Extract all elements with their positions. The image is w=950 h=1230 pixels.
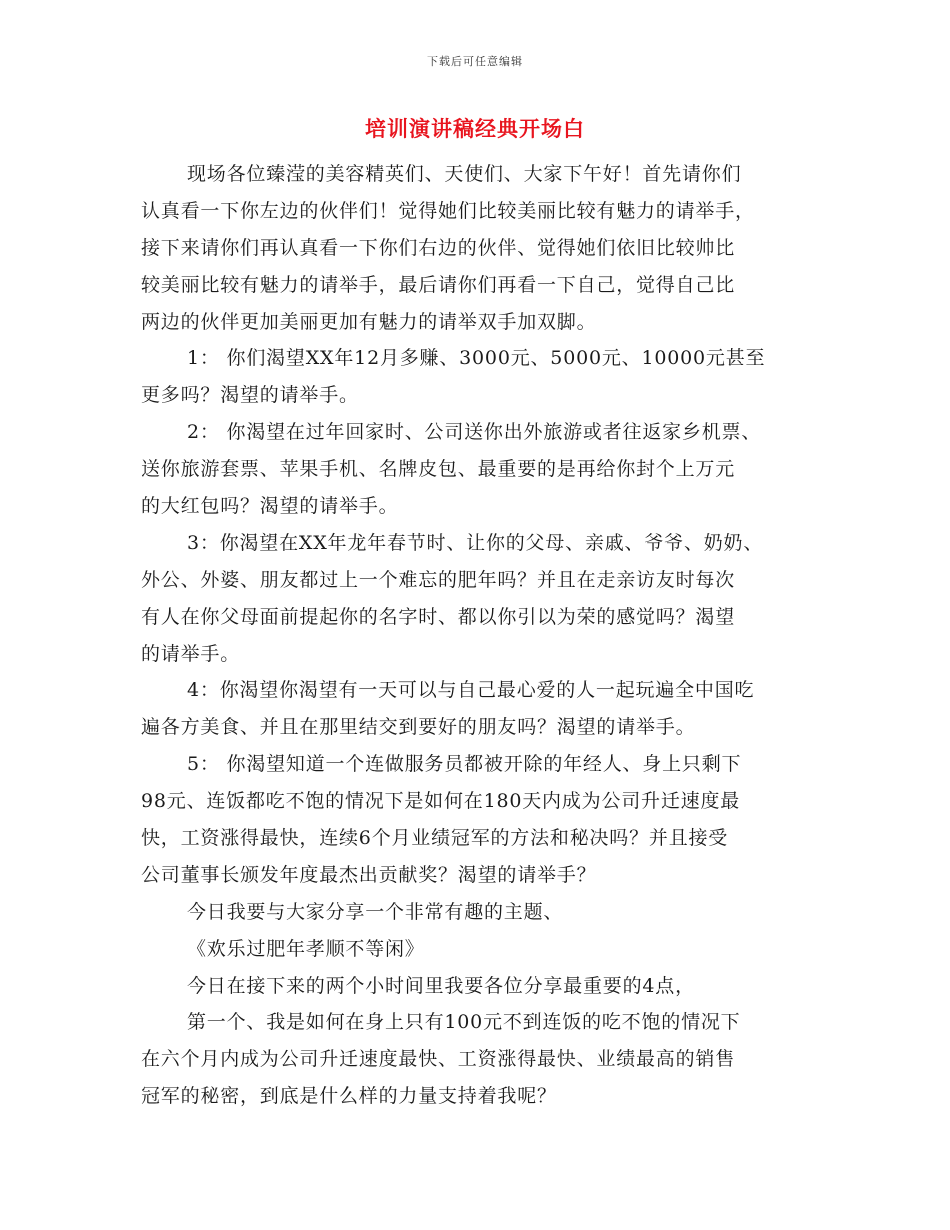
page-header-note: 下载后可任意编辑 (427, 55, 523, 68)
text-line: 2： 你渴望在过年回家时、公司送你出外旅游或者往返家乡机票、 (187, 421, 762, 444)
text-line: 有人在你父母面前提起你的名字时、都以你引以为荣的感觉吗？渴望 (141, 605, 736, 628)
text-line: 两边的伙伴更加美丽更加有魅力的请举双手加双脚。 (141, 310, 597, 333)
text-line: 冠军的秘密，到底是什么样的力量支持着我呢？ (141, 1085, 557, 1108)
text-line: 更多吗？渴望的请举手。 (141, 384, 359, 407)
text-line: 在六个月内成为公司升迁速度最快、工资涨得最快、业绩最高的销售 (141, 1048, 736, 1071)
text-line: 1： 你们渴望XX年12月多赚、3000元、5000元、10000元甚至 (187, 347, 766, 370)
text-line: 接下来请你们再认真看一下你们右边的伙伴、觉得她们依旧比较帅比 (141, 236, 736, 259)
text-line: 今日我要与大家分享一个非常有趣的主题、 (187, 900, 564, 923)
text-line: 98元、连饭都吃不饱的情况下是如何在180天内成为公司升迁速度最 (141, 790, 741, 813)
text-line: 认真看一下你左边的伙伴们！觉得她们比较美丽比较有魅力的请举手， (141, 199, 755, 222)
text-line: 第一个、我是如何在身上只有100元不到连饭的吃不饱的情况下 (187, 1011, 741, 1034)
text-line: 的大红包吗？渴望的请举手。 (141, 495, 399, 518)
text-line: 的请举手。 (141, 642, 241, 665)
text-line: 3：你渴望在XX年龙年春节时、让你的父母、亲戚、爷爷、奶奶、 (187, 531, 764, 554)
document-title: 培训演讲稿经典开场白 (365, 116, 585, 141)
text-line: 《欢乐过肥年孝顺不等闲》 (187, 937, 425, 960)
text-line: 5： 你渴望知道一个连做服务员都被开除的年经人、身上只剩下 (187, 753, 742, 776)
text-line: 今日在接下来的两个小时间里我要各位分享最重要的4点， (187, 974, 695, 997)
text-line: 遍各方美食、并且在那里结交到要好的朋友吗？渴望的请举手。 (141, 716, 696, 739)
text-line: 4：你渴望你渴望有一天可以与自己最心爱的人一起玩遍全中国吃 (187, 679, 755, 702)
text-line: 公司董事长颁发年度最杰出贡献奖？渴望的请举手？ (141, 863, 597, 886)
text-line: 较美丽比较有魅力的请举手，最后请你们再看一下自己，觉得自己比 (141, 273, 736, 296)
document-body (141, 156, 831, 1115)
text-line: 送你旅游套票、苹果手机、名牌皮包、最重要的是再给你封个上万元 (141, 458, 736, 481)
text-line: 外公、外婆、朋友都过上一个难忘的肥年吗？并且在走亲访友时每次 (141, 568, 736, 591)
text-line: 现场各位臻滢的美容精英们、天使们、大家下午好！首先请你们 (187, 163, 742, 185)
text-line: 快，工资涨得最快，连续6个月业绩冠军的方法和秘决吗？并且接受 (141, 827, 729, 850)
